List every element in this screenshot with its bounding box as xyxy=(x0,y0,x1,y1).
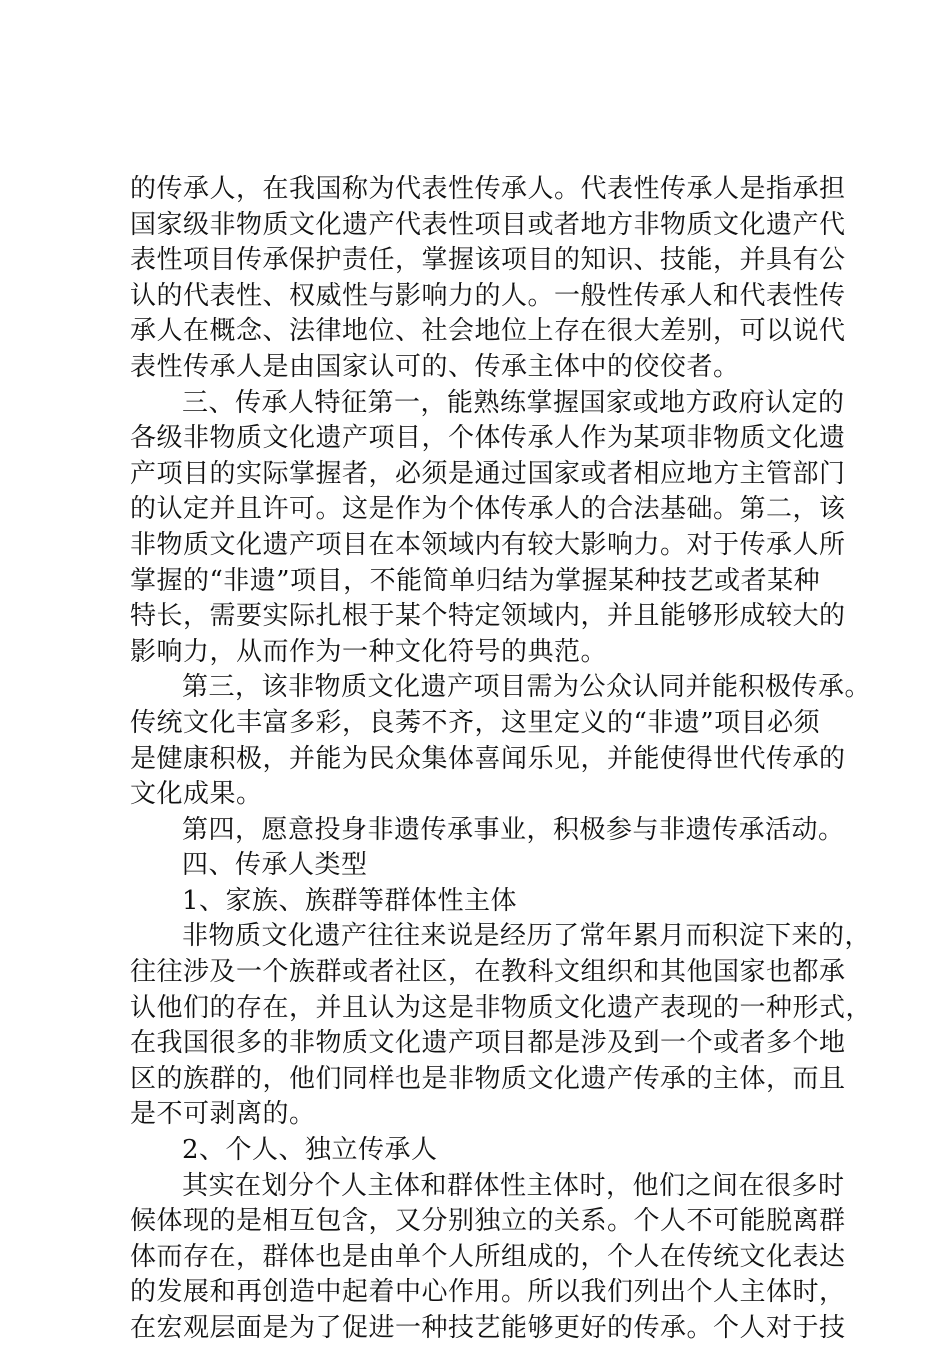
text-line: 候体现的是相互包含，又分别独立的关系。个人不可能脱离群 xyxy=(130,1206,846,1237)
text-line: 认的代表性、权威性与影响力的人。一般性传承人和代表性传 xyxy=(130,280,846,311)
text-line: 在我国很多的非物质文化遗产项目都是涉及到一个或者多个地 xyxy=(130,1028,846,1059)
text-line: 表性项目传承保护责任，掌握该项目的知识、技能，并具有公 xyxy=(130,245,846,276)
text-line: 传统文化丰富多彩，良莠不齐，这里定义的“非遗”项目必须 xyxy=(130,707,821,738)
text-line: 的传承人，在我国称为代表性传承人。代表性传承人是指承担 xyxy=(130,174,846,204)
section-heading-line: 三、传承人特征第一，能熟练掌握国家或地方政府认定的 xyxy=(182,387,845,418)
text-line: 承人在概念、法律地位、社会地位上存在很大差别，可以说代 xyxy=(130,316,846,347)
paragraph-start-line: 非物质文化遗产往往来说是经历了常年累月而积淀下来的， xyxy=(182,921,872,952)
text-line: 产项目的实际掌握者，必须是通过国家或者相应地方主管部门 xyxy=(130,458,846,489)
text-line: 认他们的存在，并且认为这是非物质文化遗产表现的一种形式， xyxy=(130,992,873,1023)
text-line: 国家级非物质文化遗产代表性项目或者地方非物质文化遗产代 xyxy=(130,209,846,240)
text-line: 表性传承人是由国家认可的、传承主体中的佼佼者。 xyxy=(130,351,740,382)
text-line: 是不可剥离的。 xyxy=(130,1099,316,1130)
text-line: 是健康积极，并能为民众集体喜闻乐见，并能使得世代传承的 xyxy=(130,743,846,774)
text-line: 各级非物质文化遗产项目，个体传承人作为某项非物质文化遗 xyxy=(130,423,846,454)
text-line: 影响力，从而作为一种文化符号的典范。 xyxy=(130,636,608,667)
text-line: 在宏观层面是为了促进一种技艺能够更好的传承。个人对于技 xyxy=(130,1313,846,1343)
text-line: 体而存在，群体也是由单个人所组成的，个人在传统文化表达 xyxy=(130,1241,846,1272)
text-line: 非物质文化遗产项目在本领域内有较大影响力。对于传承人所 xyxy=(130,529,846,560)
text-line: 的发展和再创造中起着中心作用。所以我们列出个人主体时， xyxy=(130,1277,846,1308)
text-line: 特长，需要实际扎根于某个特定领域内，并且能够形成较大的 xyxy=(130,601,846,632)
body-text xyxy=(130,172,873,1347)
paragraph-start-line: 其实在划分个人主体和群体性主体时，他们之间在很多时 xyxy=(182,1170,845,1201)
section-heading: 四、传承人类型 xyxy=(182,850,368,881)
subsection-heading: 1、家族、族群等群体性主体 xyxy=(182,885,518,916)
text-line: 的认定并且许可。这是作为个体传承人的合法基础。第二，该 xyxy=(130,494,846,525)
text-line: 区的族群的，他们同样也是非物质文化遗产传承的主体，而且 xyxy=(130,1063,846,1094)
paragraph-start-line: 第三，该非物质文化遗产项目需为公众认同并能积极传承。 xyxy=(182,672,872,703)
text-line: 文化成果。 xyxy=(130,779,263,810)
text-line: 往往涉及一个族群或者社区，在教科文组织和其他国家也都承 xyxy=(130,957,846,988)
subsection-heading: 2、个人、独立传承人 xyxy=(182,1135,438,1166)
paragraph-start-line: 第四，愿意投身非遗传承事业，积极参与非遗传承活动。 xyxy=(182,814,845,845)
text-line: 掌握的“非遗”项目，不能简单归结为掌握某种技艺或者某种 xyxy=(130,565,821,596)
